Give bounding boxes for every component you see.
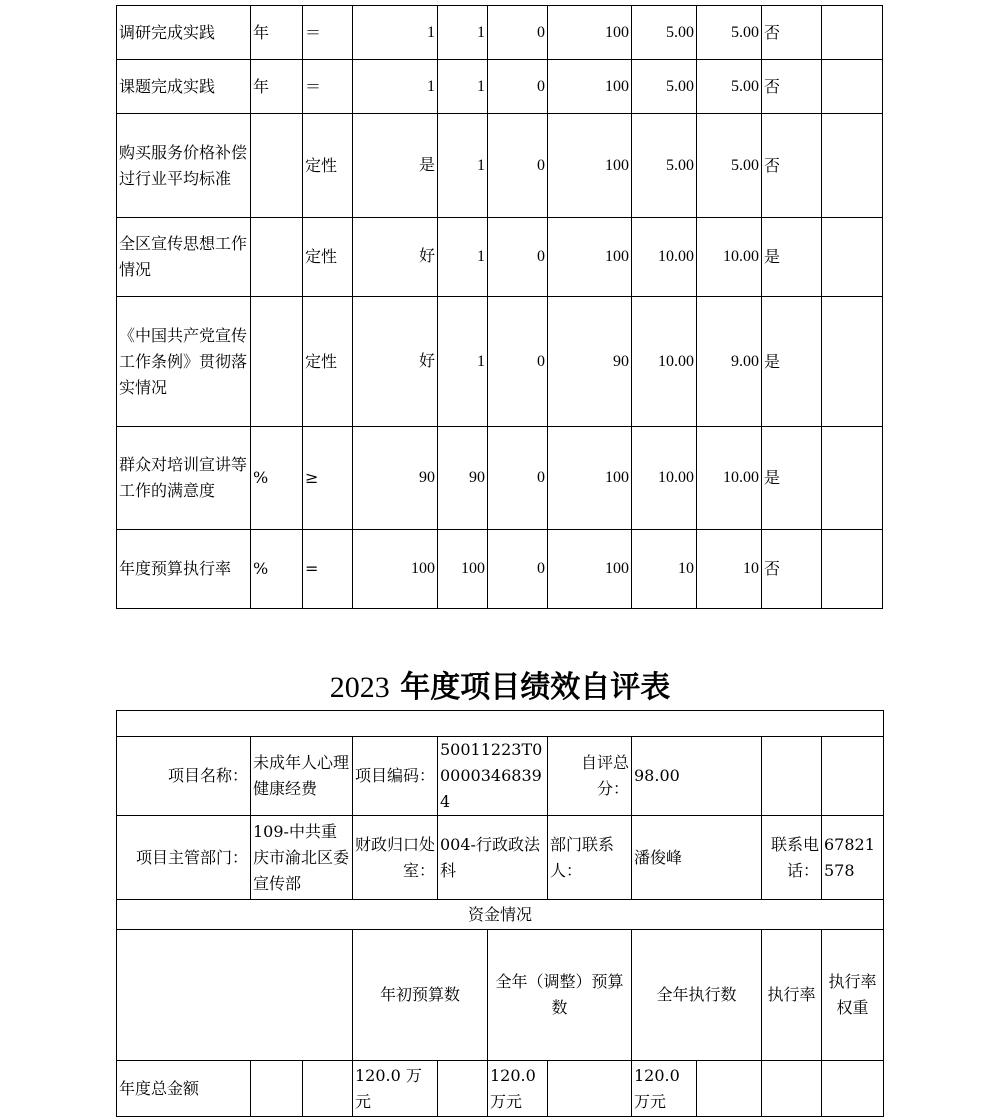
indicator-target: 100 <box>353 530 438 609</box>
indicator-target: 1 <box>353 6 438 60</box>
project-name-value: 未成年人心理健康经费 <box>251 737 353 816</box>
indicator-target: 1 <box>353 60 438 114</box>
indicator-target: 是 <box>353 114 438 218</box>
indicator-target: 好 <box>353 297 438 427</box>
indicator-actual: 100 <box>438 530 488 609</box>
indicator-unit: 年 <box>251 60 303 114</box>
indicator-deviation: 0 <box>488 427 548 530</box>
table-row <box>117 297 883 427</box>
indicator-deviation: 0 <box>488 6 548 60</box>
exec-weight-header: 执行率权重 <box>822 930 884 1061</box>
self-score-label: 自评总分： <box>548 737 632 816</box>
indicator-score: 9.00 <box>697 297 762 427</box>
project-name-label: 项目名称： <box>117 737 251 816</box>
indicator-actual: 90 <box>438 427 488 530</box>
indicator-name: 课题完成实践 <box>117 60 251 114</box>
office-value: 004-行政政法科 <box>438 816 548 900</box>
contact-label: 部门联系人： <box>548 816 632 900</box>
empty-cell <box>117 930 353 1061</box>
empty-cell <box>697 1061 762 1117</box>
indicator-note <box>822 218 883 297</box>
indicator-score: 5.00 <box>697 60 762 114</box>
indicator-flag: 否 <box>762 530 822 609</box>
phone-label: 联系电话： <box>762 816 822 900</box>
indicator-weight: 5.00 <box>632 114 697 218</box>
initial-budget-header: 年初预算数 <box>353 930 488 1061</box>
indicator-target: 好 <box>353 218 438 297</box>
empty-cell <box>548 1061 632 1117</box>
indicator-rate: 100 <box>548 60 632 114</box>
indicator-flag: 是 <box>762 427 822 530</box>
project-dept-row <box>117 816 884 900</box>
indicator-name: 调研完成实践 <box>117 6 251 60</box>
funds-section-label: 资金情况 <box>117 900 884 930</box>
adjusted-budget-header: 全年（调整）预算数 <box>488 930 632 1061</box>
indicator-note <box>822 297 883 427</box>
exec-rate-header: 执行率 <box>762 930 822 1061</box>
adjusted-budget-value: 120.0 万元 <box>488 1061 548 1117</box>
indicator-weight: 10 <box>632 530 697 609</box>
indicator-operator: = <box>303 530 353 609</box>
indicator-flag: 是 <box>762 218 822 297</box>
indicator-unit: % <box>251 530 303 609</box>
indicator-note <box>822 114 883 218</box>
table-row <box>117 60 883 114</box>
indicator-weight: 10.00 <box>632 427 697 530</box>
empty-cell <box>762 737 822 816</box>
empty-cell <box>438 1061 488 1117</box>
title-text: 年度项目绩效自评表 <box>400 670 671 705</box>
indicator-note <box>822 60 883 114</box>
indicator-rate: 100 <box>548 218 632 297</box>
indicator-rate: 100 <box>548 6 632 60</box>
indicator-deviation: 0 <box>488 297 548 427</box>
indicator-name: 购买服务价格补偿过行业平均标准 <box>117 114 251 218</box>
funds-total-row <box>117 1061 884 1117</box>
indicator-target: 90 <box>353 427 438 530</box>
indicator-flag: 否 <box>762 6 822 60</box>
indicator-operator: 定性 <box>303 297 353 427</box>
indicator-operator: ≥ <box>303 427 353 530</box>
indicator-operator: ＝ <box>303 6 353 60</box>
indicator-name: 全区宣传思想工作情况 <box>117 218 251 297</box>
table-row <box>117 427 883 530</box>
indicator-note <box>822 6 883 60</box>
indicator-unit <box>251 218 303 297</box>
indicator-weight: 10.00 <box>632 218 697 297</box>
table-row <box>117 114 883 218</box>
indicator-rate: 100 <box>548 114 632 218</box>
indicator-rate: 90 <box>548 297 632 427</box>
indicator-operator: ＝ <box>303 60 353 114</box>
indicator-deviation: 0 <box>488 60 548 114</box>
indicator-table <box>116 5 883 609</box>
indicator-score: 5.00 <box>697 114 762 218</box>
blank-row <box>117 711 884 737</box>
indicator-actual: 1 <box>438 6 488 60</box>
indicator-weight: 5.00 <box>632 60 697 114</box>
funds-header-row <box>117 930 884 1061</box>
empty-cell <box>251 1061 303 1117</box>
indicator-operator: 定性 <box>303 218 353 297</box>
indicator-unit <box>251 297 303 427</box>
self-score-value: 98.00 <box>632 737 762 816</box>
indicator-actual: 1 <box>438 297 488 427</box>
dept-value: 109-中共重庆市渝北区委宣传部 <box>251 816 353 900</box>
phone-value: 67821578 <box>822 816 884 900</box>
indicator-flag: 是 <box>762 297 822 427</box>
indicator-score: 10 <box>697 530 762 609</box>
initial-budget-value: 120.0 万元 <box>353 1061 438 1117</box>
indicator-deviation: 0 <box>488 114 548 218</box>
table-row <box>117 218 883 297</box>
indicator-name: 群众对培训宣讲等工作的满意度 <box>117 427 251 530</box>
table-row <box>117 530 883 609</box>
title-year: 2023 <box>329 671 390 704</box>
project-code-label: 项目编码： <box>353 737 438 816</box>
indicator-deviation: 0 <box>488 218 548 297</box>
indicator-actual: 1 <box>438 218 488 297</box>
indicator-unit <box>251 114 303 218</box>
indicator-actual: 1 <box>438 60 488 114</box>
indicator-rate: 100 <box>548 530 632 609</box>
contact-value: 潘俊峰 <box>632 816 762 900</box>
project-code-value: 50011223T000003468394 <box>438 737 548 816</box>
indicator-unit: % <box>251 427 303 530</box>
executed-value: 120.0 万元 <box>632 1061 697 1117</box>
page-title <box>0 662 1000 706</box>
indicator-score: 5.00 <box>697 6 762 60</box>
indicator-rate: 100 <box>548 427 632 530</box>
indicator-score: 10.00 <box>697 218 762 297</box>
project-table <box>116 710 884 1117</box>
indicator-score: 10.00 <box>697 427 762 530</box>
empty-cell <box>303 1061 353 1117</box>
indicator-flag: 否 <box>762 60 822 114</box>
executed-header: 全年执行数 <box>632 930 762 1061</box>
indicator-actual: 1 <box>438 114 488 218</box>
indicator-flag: 否 <box>762 114 822 218</box>
indicator-deviation: 0 <box>488 530 548 609</box>
indicator-operator: 定性 <box>303 114 353 218</box>
indicator-unit: 年 <box>251 6 303 60</box>
empty-cell <box>822 1061 884 1117</box>
indicator-note <box>822 427 883 530</box>
empty-cell <box>822 737 884 816</box>
office-label: 财政归口处室： <box>353 816 438 900</box>
indicator-name: 年度预算执行率 <box>117 530 251 609</box>
project-name-row <box>117 737 884 816</box>
indicator-note <box>822 530 883 609</box>
indicator-weight: 10.00 <box>632 297 697 427</box>
funds-section-row <box>117 900 884 930</box>
blank-cell <box>117 711 884 737</box>
indicator-weight: 5.00 <box>632 6 697 60</box>
indicator-name: 《中国共产党宣传工作条例》贯彻落实情况 <box>117 297 251 427</box>
total-amount-label: 年度总金额 <box>117 1061 251 1117</box>
empty-cell <box>762 1061 822 1117</box>
table-row <box>117 6 883 60</box>
dept-label: 项目主管部门： <box>117 816 251 900</box>
